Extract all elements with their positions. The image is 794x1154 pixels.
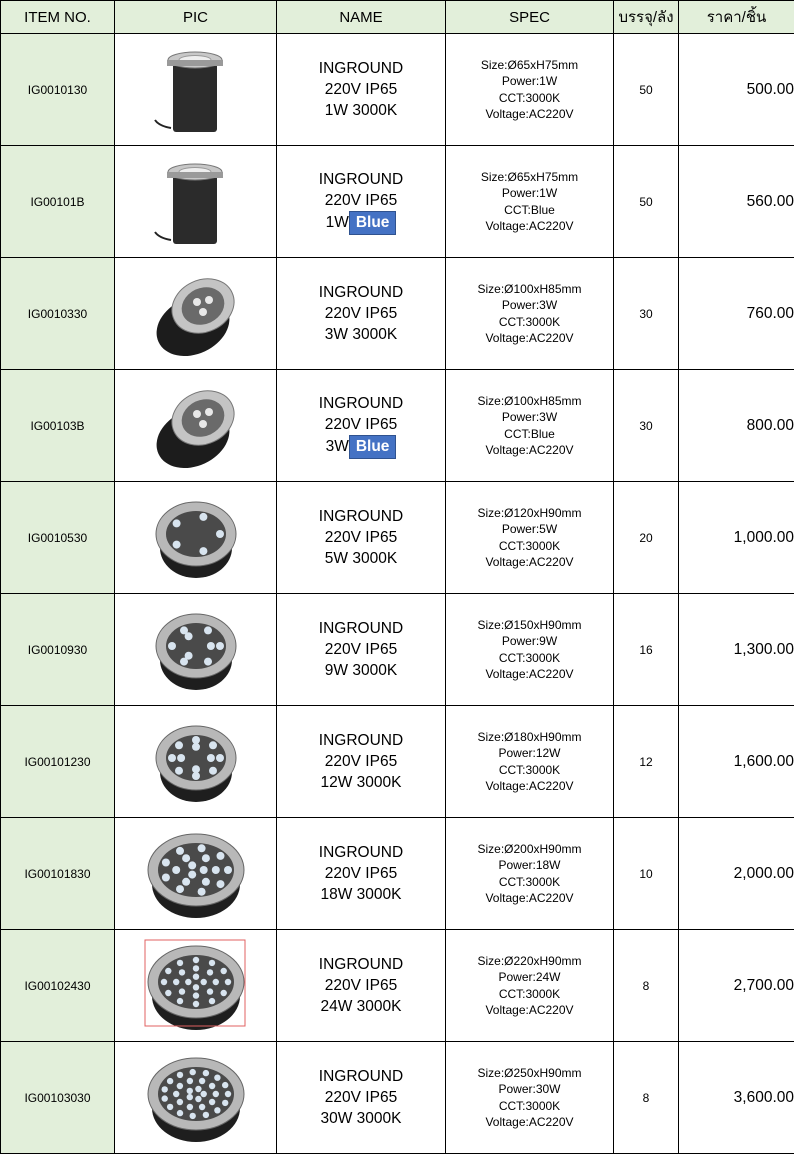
item-no: IG00101B xyxy=(30,195,84,209)
pack-qty: 50 xyxy=(639,195,652,209)
pic-cell xyxy=(115,258,277,370)
18led-round-lamp-icon xyxy=(141,824,251,924)
name-line-3-wrap xyxy=(277,211,445,235)
table-row xyxy=(1,34,794,146)
item-no: IG00101830 xyxy=(24,867,90,881)
name-line-3-wrap xyxy=(277,660,445,681)
spec-cell xyxy=(446,482,614,594)
pack-qty: 10 xyxy=(639,867,652,881)
name-line-3: 5W 3000K xyxy=(325,550,397,567)
name-cell xyxy=(277,594,446,706)
name-line-1: INGROUND xyxy=(277,393,445,414)
pic-cell xyxy=(115,482,277,594)
pack-cell xyxy=(614,370,679,482)
small-cylinder-lamp-icon xyxy=(141,40,251,140)
unit-price: 2,000.00 xyxy=(734,865,794,882)
spec-voltage: Voltage:AC220V xyxy=(446,890,613,907)
pack-cell xyxy=(614,1042,679,1154)
name-cell xyxy=(277,930,446,1042)
header-spec: SPEC xyxy=(446,1,614,34)
spec-size: Size:Ø200xH90mm xyxy=(446,841,613,858)
spec-cell xyxy=(446,1042,614,1154)
item-no-cell xyxy=(1,1042,115,1154)
spec-cell xyxy=(446,258,614,370)
pack-qty: 16 xyxy=(639,643,652,657)
item-no: IG0010930 xyxy=(28,643,87,657)
name-line-2: 220V IP65 xyxy=(277,303,445,324)
spec-cct: CCT:3000K xyxy=(446,986,613,1003)
spec-voltage: Voltage:AC220V xyxy=(446,554,613,571)
spec-size: Size:Ø250xH90mm xyxy=(446,1065,613,1082)
name-line-2: 220V IP65 xyxy=(277,414,445,435)
pack-qty: 50 xyxy=(639,83,652,97)
pic-cell xyxy=(115,818,277,930)
item-no-cell xyxy=(1,482,115,594)
header-pack: บรรจุ/ลัง xyxy=(614,1,679,34)
spec-voltage: Voltage:AC220V xyxy=(446,1114,613,1131)
table-row xyxy=(1,594,794,706)
name-line-2: 220V IP65 xyxy=(277,975,445,996)
unit-price: 3,600.00 xyxy=(734,1089,794,1106)
spec-size: Size:Ø100xH85mm xyxy=(446,393,613,410)
name-cell xyxy=(277,370,446,482)
header-item-no: ITEM NO. xyxy=(1,1,115,34)
table-row xyxy=(1,146,794,258)
spec-cct: CCT:3000K xyxy=(446,314,613,331)
name-line-1: INGROUND xyxy=(277,282,445,303)
pack-qty: 30 xyxy=(639,307,652,321)
spec-power: Power:5W xyxy=(446,521,613,538)
pic-cell xyxy=(115,1042,277,1154)
item-no-cell xyxy=(1,370,115,482)
name-line-1: INGROUND xyxy=(277,1066,445,1087)
name-line-3: 18W 3000K xyxy=(321,886,402,903)
name-cell xyxy=(277,482,446,594)
pic-cell xyxy=(115,146,277,258)
name-cell xyxy=(277,34,446,146)
price-cell xyxy=(679,370,794,482)
spec-cell xyxy=(446,146,614,258)
item-no-cell xyxy=(1,258,115,370)
name-cell xyxy=(277,818,446,930)
name-line-3: 3W 3000K xyxy=(325,326,397,343)
small-cylinder-lamp-icon xyxy=(141,152,251,252)
name-line-2: 220V IP65 xyxy=(277,751,445,772)
item-no: IG0010530 xyxy=(28,531,87,545)
pack-cell xyxy=(614,706,679,818)
pack-cell xyxy=(614,34,679,146)
name-line-1: INGROUND xyxy=(277,730,445,751)
pack-cell xyxy=(614,482,679,594)
spec-power: Power:9W xyxy=(446,633,613,650)
5led-round-lamp-icon xyxy=(141,488,251,588)
item-no: IG00103B xyxy=(30,419,84,433)
item-no: IG00102430 xyxy=(24,979,90,993)
spec-power: Power:1W xyxy=(446,185,613,202)
spec-cct: CCT:3000K xyxy=(446,1098,613,1115)
table-row xyxy=(1,370,794,482)
name-line-1: INGROUND xyxy=(277,506,445,527)
item-no-cell xyxy=(1,594,115,706)
spec-power: Power:3W xyxy=(446,297,613,314)
item-no-cell xyxy=(1,34,115,146)
name-line-3: 9W 3000K xyxy=(325,662,397,679)
item-no: IG00103030 xyxy=(24,1091,90,1105)
spec-voltage: Voltage:AC220V xyxy=(446,1002,613,1019)
unit-price: 2,700.00 xyxy=(734,977,794,994)
item-no-cell xyxy=(1,818,115,930)
spec-power: Power:24W xyxy=(446,969,613,986)
spec-voltage: Voltage:AC220V xyxy=(446,106,613,123)
spec-power: Power:18W xyxy=(446,857,613,874)
spec-size: Size:Ø120xH90mm xyxy=(446,505,613,522)
table-row xyxy=(1,930,794,1042)
spec-voltage: Voltage:AC220V xyxy=(446,778,613,795)
item-no: IG0010330 xyxy=(28,307,87,321)
price-cell xyxy=(679,34,794,146)
name-line-3-wrap xyxy=(277,1108,445,1129)
name-line-3-wrap xyxy=(277,100,445,121)
spec-cell xyxy=(446,818,614,930)
item-no-cell xyxy=(1,930,115,1042)
spec-size: Size:Ø150xH90mm xyxy=(446,617,613,634)
spec-cell xyxy=(446,34,614,146)
spec-cct: CCT:Blue xyxy=(446,426,613,443)
spec-size: Size:Ø65xH75mm xyxy=(446,57,613,74)
spec-power: Power:12W xyxy=(446,745,613,762)
name-line-2: 220V IP65 xyxy=(277,79,445,100)
name-line-3: 12W 3000K xyxy=(321,774,402,791)
spec-cell xyxy=(446,370,614,482)
name-cell xyxy=(277,146,446,258)
name-line-2: 220V IP65 xyxy=(277,639,445,660)
price-cell xyxy=(679,482,794,594)
12led-round-lamp-icon xyxy=(141,712,251,812)
name-line-1: INGROUND xyxy=(277,169,445,190)
item-no: IG00101230 xyxy=(24,755,90,769)
name-line-3: 1W xyxy=(326,214,349,231)
item-no-cell xyxy=(1,146,115,258)
spec-voltage: Voltage:AC220V xyxy=(446,666,613,683)
unit-price: 800.00 xyxy=(747,417,794,434)
pack-qty: 8 xyxy=(643,1091,650,1105)
unit-price: 1,600.00 xyxy=(734,753,794,770)
table-row xyxy=(1,1042,794,1154)
name-cell xyxy=(277,258,446,370)
name-line-3: 30W 3000K xyxy=(321,1110,402,1127)
table-row xyxy=(1,706,794,818)
header-pic: PIC xyxy=(115,1,277,34)
item-no: IG0010130 xyxy=(28,83,87,97)
name-line-3-wrap xyxy=(277,772,445,793)
spec-cct: CCT:3000K xyxy=(446,538,613,555)
spec-cell xyxy=(446,594,614,706)
spec-cct: CCT:3000K xyxy=(446,874,613,891)
price-cell xyxy=(679,146,794,258)
price-cell xyxy=(679,258,794,370)
spec-voltage: Voltage:AC220V xyxy=(446,330,613,347)
name-line-3: 3W xyxy=(326,438,349,455)
spec-cct: CCT:3000K xyxy=(446,650,613,667)
spec-size: Size:Ø100xH85mm xyxy=(446,281,613,298)
pic-cell xyxy=(115,34,277,146)
spec-cct: CCT:3000K xyxy=(446,90,613,107)
pack-qty: 8 xyxy=(643,979,650,993)
pack-qty: 12 xyxy=(639,755,652,769)
price-cell xyxy=(679,594,794,706)
name-line-3-wrap xyxy=(277,324,445,345)
tilted-3led-lamp-icon xyxy=(141,264,251,364)
spec-size: Size:Ø180xH90mm xyxy=(446,729,613,746)
price-cell xyxy=(679,706,794,818)
name-line-1: INGROUND xyxy=(277,954,445,975)
name-line-2: 220V IP65 xyxy=(277,190,445,211)
spec-cct: CCT:Blue xyxy=(446,202,613,219)
price-cell xyxy=(679,930,794,1042)
header-row xyxy=(1,1,794,34)
table-row xyxy=(1,258,794,370)
name-line-2: 220V IP65 xyxy=(277,1087,445,1108)
table-row xyxy=(1,818,794,930)
table-row xyxy=(1,482,794,594)
spec-cell xyxy=(446,930,614,1042)
9led-round-lamp-icon xyxy=(141,600,251,700)
24led-round-lamp-icon xyxy=(141,936,251,1036)
item-no-cell xyxy=(1,706,115,818)
pack-qty: 30 xyxy=(639,419,652,433)
unit-price: 1,300.00 xyxy=(734,641,794,658)
pack-cell xyxy=(614,818,679,930)
header-price: ราคา/ชิ้น xyxy=(679,1,794,34)
name-line-3: 1W 3000K xyxy=(325,102,397,119)
pic-cell xyxy=(115,930,277,1042)
name-line-1: INGROUND xyxy=(277,842,445,863)
price-cell xyxy=(679,818,794,930)
spec-power: Power:30W xyxy=(446,1081,613,1098)
unit-price: 560.00 xyxy=(747,193,794,210)
spec-power: Power:1W xyxy=(446,73,613,90)
name-cell xyxy=(277,706,446,818)
pack-cell xyxy=(614,930,679,1042)
30led-round-lamp-icon xyxy=(141,1048,251,1148)
pack-cell xyxy=(614,258,679,370)
name-cell xyxy=(277,1042,446,1154)
pic-cell xyxy=(115,594,277,706)
unit-price: 500.00 xyxy=(747,81,794,98)
spec-voltage: Voltage:AC220V xyxy=(446,218,613,235)
name-line-1: INGROUND xyxy=(277,58,445,79)
header-name: NAME xyxy=(277,1,446,34)
unit-price: 1,000.00 xyxy=(734,529,794,546)
name-line-1: INGROUND xyxy=(277,618,445,639)
spec-voltage: Voltage:AC220V xyxy=(446,442,613,459)
pic-cell xyxy=(115,706,277,818)
spec-cct: CCT:3000K xyxy=(446,762,613,779)
tilted-3led-lamp-icon xyxy=(141,376,251,476)
name-line-3-wrap xyxy=(277,884,445,905)
name-line-2: 220V IP65 xyxy=(277,863,445,884)
pack-qty: 20 xyxy=(639,531,652,545)
pack-cell xyxy=(614,146,679,258)
name-line-3: 24W 3000K xyxy=(321,998,402,1015)
spec-power: Power:3W xyxy=(446,409,613,426)
price-cell xyxy=(679,1042,794,1154)
blue-badge: Blue xyxy=(349,211,397,235)
pic-cell xyxy=(115,370,277,482)
name-line-2: 220V IP65 xyxy=(277,527,445,548)
pack-cell xyxy=(614,594,679,706)
spec-size: Size:Ø65xH75mm xyxy=(446,169,613,186)
spec-size: Size:Ø220xH90mm xyxy=(446,953,613,970)
name-line-3-wrap xyxy=(277,548,445,569)
name-line-3-wrap xyxy=(277,996,445,1017)
name-line-3-wrap xyxy=(277,435,445,459)
blue-badge: Blue xyxy=(349,435,397,459)
unit-price: 760.00 xyxy=(747,305,794,322)
spec-cell xyxy=(446,706,614,818)
